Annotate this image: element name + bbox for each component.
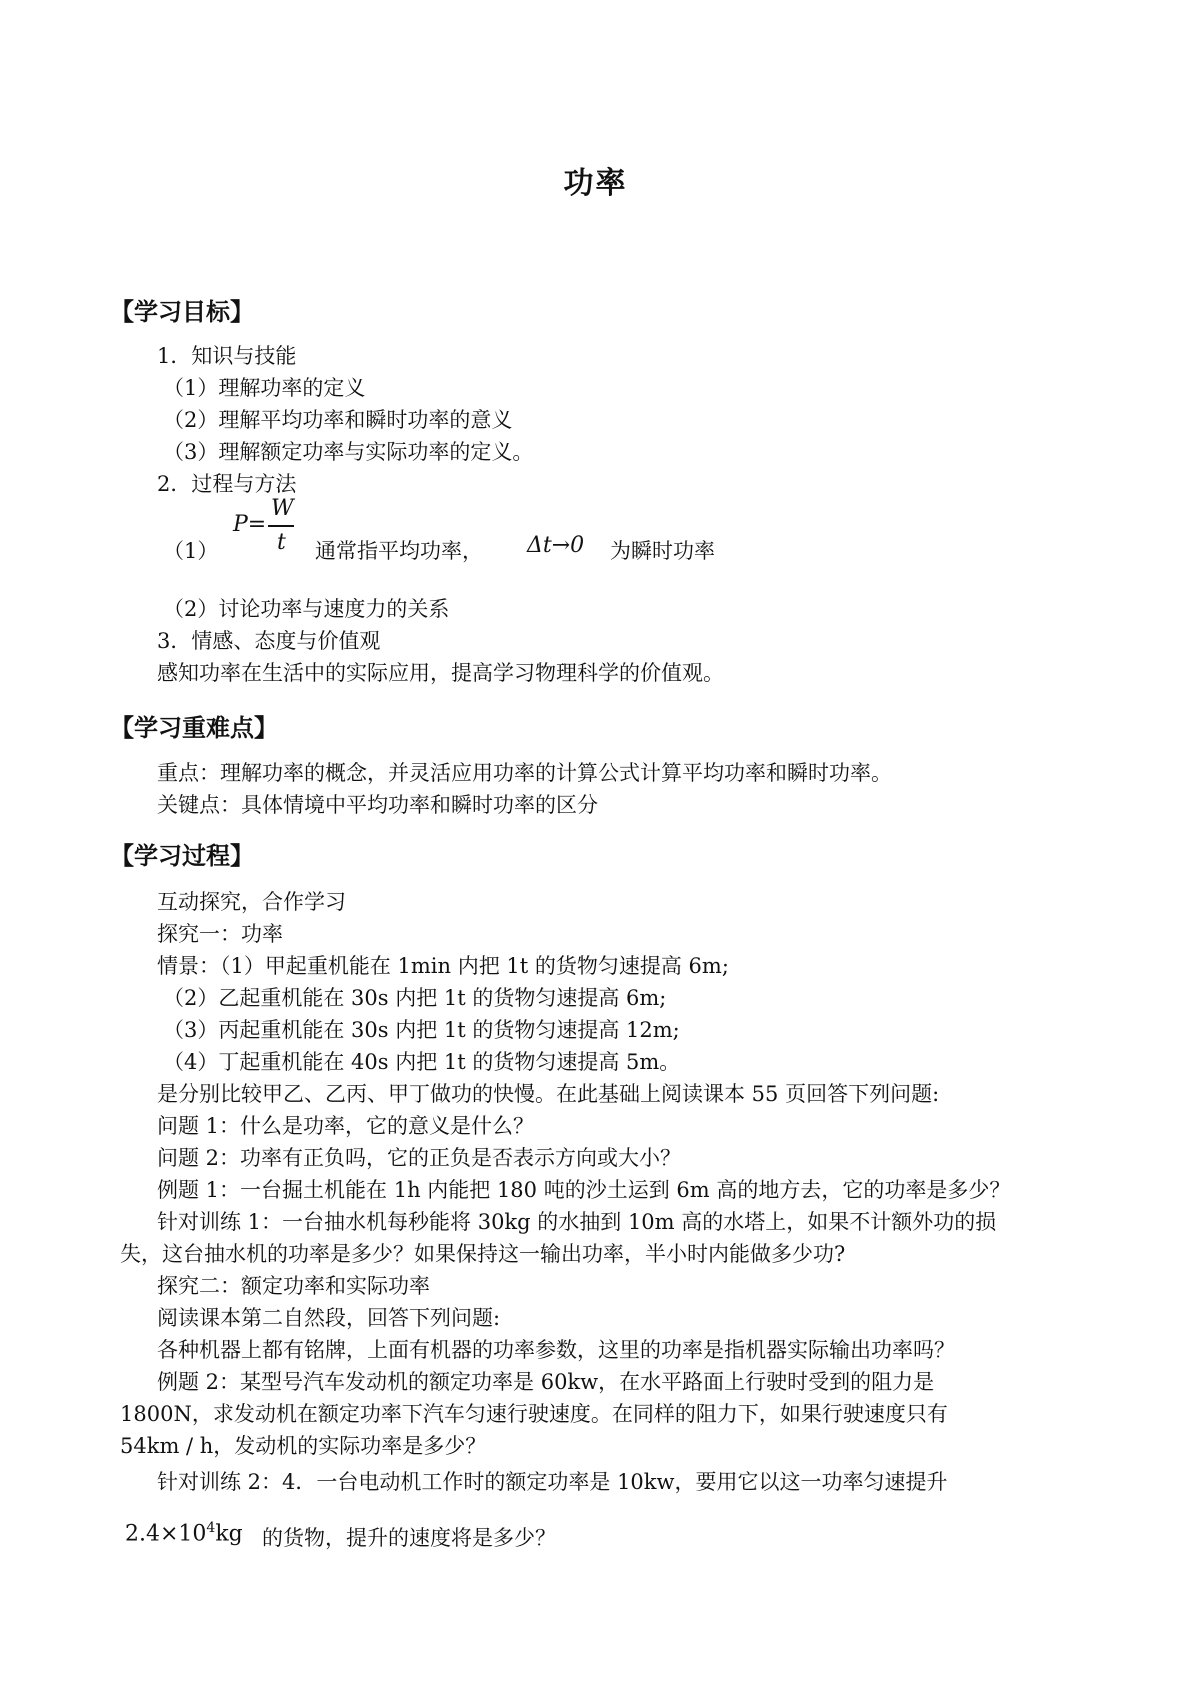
process-line: （2）乙起重机能在 30s 内把 1t 的货物匀速提高 6m; bbox=[163, 986, 667, 1010]
goal-line-prefix: （1） bbox=[163, 539, 219, 563]
process-line: 例题 2：某型号汽车发动机的额定功率是 60kw，在水平路面上行驶时受到的阻力是 bbox=[157, 1370, 935, 1394]
section-heading-goals: 【学习目标】 bbox=[110, 298, 254, 326]
process-line: 例题 1：一台掘土机能在 1h 内能把 180 吨的沙土运到 6m 高的地方去，它的功率是多少？ bbox=[157, 1178, 1011, 1202]
fraction-bar bbox=[268, 525, 294, 527]
goal-line: （2）理解平均功率和瞬时功率的意义 bbox=[163, 408, 513, 432]
goal-line-suffix: 为瞬时功率 bbox=[610, 539, 715, 563]
process-line: 针对训练 2：4．一台电动机工作时的额定功率是 10kw，要用它以这一功率匀速提升 bbox=[157, 1470, 948, 1494]
process-line: 探究二：额定功率和实际功率 bbox=[157, 1274, 430, 1298]
goal-line: 2．过程与方法 bbox=[157, 472, 297, 496]
process-line: 的货物，提升的速度将是多少？ bbox=[262, 1526, 556, 1550]
process-line: 54km / h，发动机的实际功率是多少？ bbox=[120, 1434, 487, 1458]
goal-line-mid: 通常指平均功率， bbox=[315, 539, 483, 563]
section-heading-process: 【学习过程】 bbox=[110, 842, 254, 870]
process-line: （4）丁起重机能在 40s 内把 1t 的货物匀速提高 5m。 bbox=[163, 1050, 681, 1074]
goal-line: 1．知识与技能 bbox=[157, 344, 297, 368]
key-line: 关键点：具体情境中平均功率和瞬时功率的区分 bbox=[157, 793, 598, 817]
process-line: 是分别比较甲乙、乙丙、甲丁做功的快慢。在此基础上阅读课本 55 页回答下列问题: bbox=[157, 1082, 940, 1106]
goal-line: （3）理解额定功率与实际功率的定义。 bbox=[163, 440, 534, 464]
process-line: 问题 2：功率有正负吗，它的正负是否表示方向或大小？ bbox=[157, 1146, 682, 1170]
key-line: 重点：理解功率的概念，并灵活应用功率的计算公式计算平均功率和瞬时功率。 bbox=[157, 761, 892, 785]
page-title: 功率 bbox=[563, 166, 628, 201]
goal-line: 3．情感、态度与价值观 bbox=[157, 629, 381, 653]
process-line: 互动探究，合作学习 bbox=[157, 890, 346, 914]
goal-line: （1）理解功率的定义 bbox=[163, 376, 366, 400]
process-line: 情景：（1）甲起重机能在 1min 内把 1t 的货物匀速提高 6m; bbox=[157, 954, 729, 978]
formula-limit: Δt→0 bbox=[527, 533, 585, 558]
formula-denominator: t bbox=[277, 530, 286, 555]
formula-p: P= bbox=[233, 512, 267, 537]
process-line: （3）丙起重机能在 30s 内把 1t 的货物匀速提高 12m; bbox=[163, 1018, 680, 1042]
goal-line: （2）讨论功率与速度力的关系 bbox=[163, 597, 450, 621]
mass-expression bbox=[125, 1520, 243, 1546]
process-line: 失，这台抽水机的功率是多少？如果保持这一输出功率，半小时内能做多少功? bbox=[120, 1242, 846, 1266]
mass-base: 2.4×10 bbox=[125, 1521, 207, 1547]
process-line: 探究一：功率 bbox=[157, 922, 283, 946]
process-line: 1800N，求发动机在额定功率下汽车匀速行驶速度。在同样的阻力下，如果行驶速度只有 bbox=[120, 1402, 948, 1426]
mass-unit: kg bbox=[215, 1521, 243, 1547]
process-line: 针对训练 1：一台抽水机每秒能将 30kg 的水抽到 10m 高的水塔上，如果不计额外功的损 bbox=[157, 1210, 997, 1234]
mass-exponent: 4 bbox=[206, 1520, 216, 1536]
process-line: 问题 1：什么是功率，它的意义是什么？ bbox=[157, 1114, 535, 1138]
formula-numerator: W bbox=[271, 496, 294, 521]
process-line: 各种机器上都有铭牌，上面有机器的功率参数，这里的功率是指机器实际输出功率吗？ bbox=[157, 1338, 955, 1362]
section-heading-key-points: 【学习重难点】 bbox=[110, 714, 278, 742]
process-line: 阅读课本第二自然段，回答下列问题: bbox=[157, 1306, 501, 1330]
goal-line: 感知功率在生活中的实际应用，提高学习物理科学的价值观。 bbox=[157, 661, 724, 685]
